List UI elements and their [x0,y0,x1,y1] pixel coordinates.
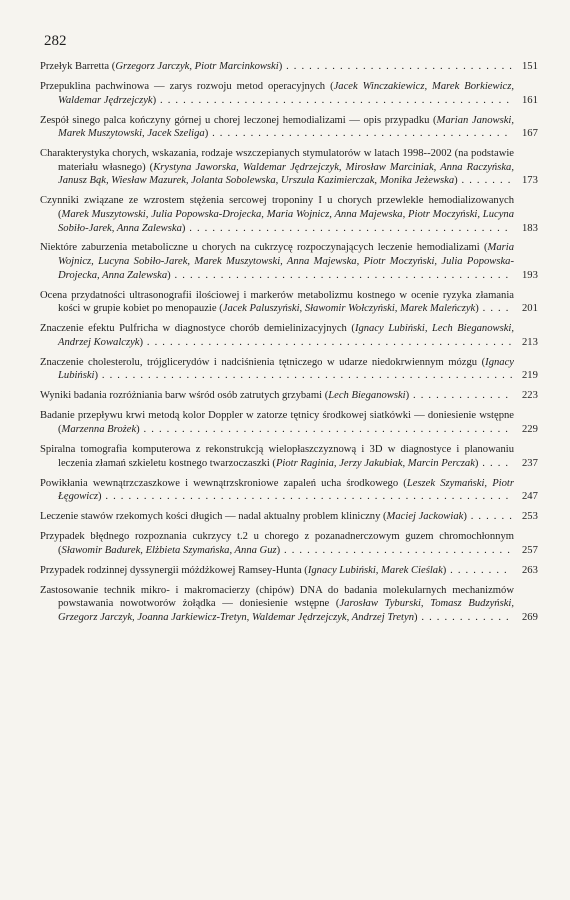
dot-leader: . . . . . . [466,511,514,523]
entry-page-number: 213 [537,336,540,350]
toc-entry[interactable] [40,477,540,504]
entry-close: ) [94,370,99,382]
entry-authors: Jacek Paluszyński, Sławomir Wołczyński, Marek Maleńczyk [222,303,476,315]
toc-entry[interactable] [40,443,540,470]
toc-entry[interactable] [40,584,540,625]
entry-authors: Ignacy Lubiński, Lech Bieganowski, Andrzej Kowalczyk [58,323,514,348]
entry-authors: Piotr Raginia, Jerzy Jakubiak, Marcin Perczak [275,457,475,469]
toc-entry[interactable] [40,322,540,349]
entry-page-number: 219 [537,369,540,383]
entry-title: Ocena przydatności ultrasonografii ilościowej i markerów metabolizmu kostnego w ocenie ryzyka złamania kości w grupie kobiet po menopauzie ( [40,289,514,315]
entry-authors: Sławomir Badurek, Elżbieta Szymańska, Anna Guz [61,544,277,556]
entry-close: ) [278,61,283,72]
toc-entry[interactable] [40,564,540,578]
dot-leader: . . . . . . . . . . . . . . . . . . . . . . . . . . . . . . . . . . . . . . . . . . [185,222,509,234]
entry-authors: Marian Janowski, Marek Muszytowski, Jacek Szeliga [58,114,514,140]
entry-title: Powikłania wewnątrzczaszkowe i wewnątrzskroniowe zapaleń ucha środkowego ( [40,477,407,489]
dot-leader: . . . . . . . . . . . . . . . . . . . . . . . . . . . . . . . . . . . . . . . . . . . . . . [156,94,511,106]
dot-leader: . . . . [478,457,510,469]
entry-page-number: 173 [537,174,540,188]
entry-page-number: 247 [537,490,540,504]
toc-entry[interactable] [40,241,540,282]
toc-entry[interactable] [40,60,540,74]
entry-title: Badanie przepływu krwi metodą kolor Doppler w zatorze tętnicy środkowej siatkówki — doniesienie wstępne ( [40,410,514,435]
toc-entry[interactable] [40,389,540,403]
entry-title: Spiralna tomografia komputerowa z rekonstrukcją wielopłaszczyznową i 3D w diagnostyce i planowaniu leczenia złamań szkieletu kostnego twarzoczaszki ( [40,443,514,469]
toc-entry[interactable] [40,80,540,107]
toc-entry[interactable] [40,530,540,557]
entry-page-number: 253 [537,510,540,524]
entry-authors: Krystyna Jaworska, Waldemar Jędrzejczyk, Mirosław Marciniak, Anna Raczyńska, Janusz Bąk, Wiesław Mazurek, Jolanta Sobolewska, Urszula Kazimierczak, Monika Jeżewska [58,161,514,187]
entry-close: ) [454,175,458,187]
entry-close: ) [204,128,209,140]
dot-leader: . . . . . . . . . . . . [417,611,510,623]
toc-entry[interactable] [40,147,540,188]
entry-authors: Grzegorz Jarczyk, Piotr Marcinkowski [115,61,279,72]
entry-title: Wyniki badania rozróżniania barw wśród osób zatrutych grzybami ( [40,390,329,402]
entry-authors: Ignacy Lubiński [58,356,514,382]
entry-title: Przypadek błędnego rozpoznania cukrzycy t.2 u chorego z pozanadnerczowym guzem chromochłonnym ( [40,531,514,556]
entry-close: ) [475,303,479,315]
entry-title: Zespół sinego palca kończyny górnej u chorej leczonej hemodializami — opis przypadku ( [40,114,437,126]
entry-title: Zastosowanie technik mikro- i makromacierzy (chipów) DNA do badania molekularnych mechanizmów powstawania nowotworów żołądka — doniesienie wstępne ( [40,584,514,610]
entry-page-number: 269 [537,611,540,625]
entry-page-number: 263 [537,564,540,578]
entry-page-number: 167 [537,127,540,141]
toc-entry[interactable] [40,409,540,436]
dot-leader: . . . . . . . . . . . . . . . . . . . . . . . . . . . . . . . . . . . . . . . [208,128,509,140]
entry-authors: Marzenna Brożek [61,423,137,435]
dot-leader: . . . . . . . . . . . . . . . . . . . . . . . . . . . . . . . . . . . . . . . . . . . . . . . . [143,336,513,348]
entry-title: Niektóre zaburzenia metaboliczne u chorych na cukrzycę rozpoczynających leczenie hemodializami ( [40,242,488,254]
entry-authors: Jarosław Tyburski, Tomasz Budzyński, Grzegorz Jarczyk, Joanna Jarkiewicz-Tretyn, Waldemar Jędrzejczyk, Andrzej Tretyn [58,598,514,623]
dot-leader: . . . . . . . . . . . . . . . . . . . . . . . . . . . . . . . . . . . . . . . . . . . . [170,269,510,281]
dot-leader: . . . . [478,303,510,315]
entry-close: ) [463,511,467,523]
dot-leader: . . . . . . . . . . . . . . . . . . . . . . . . . . . . . . . . . . . . . . . . . . . . . . . . . . . . . [101,491,510,503]
entry-authors: Ignacy Lubiński, Marek Cieślak [307,564,443,576]
entry-close: ) [152,94,157,106]
dot-leader: . . . . . . . . . . . . . . . . . . . . . . . . . . . . . . . . . . . . . . . . . . . . . . . . [139,423,510,435]
entry-page-number: 223 [537,389,540,403]
entry-authors: Marek Muszytowski, Julia Popowska-Drojecka, Maria Wojnicz, Anna Majewska, Piotr Moczyński, Lucyna Sobiło-Jarek, Anna Zalewska [58,208,514,234]
entry-authors: Maciej Jackowiak [386,511,464,523]
entry-page-number: 161 [537,94,540,108]
entry-close: ) [136,423,140,435]
dot-leader: . . . . . . . . . . . . . . . . . . . . . . . . . . . . . . . . . . . . . . . . . . . . . . . . . . . . . . [98,370,514,382]
table-of-contents [40,60,540,631]
entry-title: Przepuklina pachwinowa — zarys rozwoju metod operacyjnych ( [40,80,334,92]
entry-close: ) [167,269,171,281]
entry-page-number: 257 [537,544,540,558]
entry-title: Znaczenie efektu Pulfricha w diagnostyce chorób demielinizacyjnych ( [40,323,355,335]
entry-authors: Maria Wojnicz, Lucyna Sobiło-Jarek, Marek Muszytowski, Anna Majewska, Piotr Moczyński, Julia Popowska-Drojecka, Anna Zalewska [58,242,514,281]
page-number: 282 [44,33,67,49]
toc-entry[interactable] [40,356,540,383]
entry-close: ) [414,611,418,623]
entry-title: Przypadek rodzinnej dyssynergii móżdżkowej Ramsey-Hunta ( [40,564,308,576]
dot-leader: . . . . . . . . . . . . . [409,390,510,402]
entry-close: ) [276,544,281,556]
entry-title: Leczenie stawów rzekomych kości długich — nadal aktualny problem kliniczny ( [40,511,387,523]
toc-entry[interactable] [40,194,540,235]
toc-entry[interactable] [40,289,540,316]
dot-leader: . . . . . . . . . . . . . . . . . . . . . . . . . . . . . . [282,61,514,72]
entry-close: ) [98,491,102,503]
entry-close: ) [405,390,410,402]
toc-entry[interactable] [40,114,540,141]
entry-close: ) [181,222,186,234]
entry-page-number: 193 [537,269,540,283]
entry-close: ) [474,457,479,469]
entry-page-number: 229 [537,423,540,437]
entry-page-number: 201 [537,302,540,316]
entry-authors: Lech Bieganowski [328,390,406,402]
entry-page-number: 183 [537,222,540,236]
toc-entry[interactable] [40,510,540,524]
entry-title: Przełyk Barretta ( [40,61,116,72]
entry-authors: Jacek Winczakiewicz, Marek Borkiewicz, Waldemar Jędrzejczyk [58,80,514,106]
entry-close: ) [442,564,447,576]
entry-page-number: 151 [537,60,540,74]
dot-leader: . . . . . . . . . . . . . . . . . . . . . . . . . . . . . . [280,544,512,556]
dot-leader: . . . . . . . . [446,564,508,576]
entry-title: Znaczenie cholesterolu, trójglicerydów i nadciśnienia tętniczego w udarze niedokrwiennym mózgu ( [40,356,486,368]
entry-title: Czynniki związane ze wzrostem stężenia sercowej troponiny I u chorych przewlekle hemodializowanych ( [40,195,514,220]
dot-leader: . . . . . . . [457,175,512,187]
entry-title: Charakterystyka chorych, wskazania, rodzaje wszczepianych stymulatorów w latach 1998--2002 (na podstawie materiału własnego) ( [40,148,514,173]
entry-page-number: 237 [537,457,540,471]
entry-authors: Leszek Szymański, Piotr Łęgowicz [58,477,514,503]
entry-close: ) [139,336,144,348]
